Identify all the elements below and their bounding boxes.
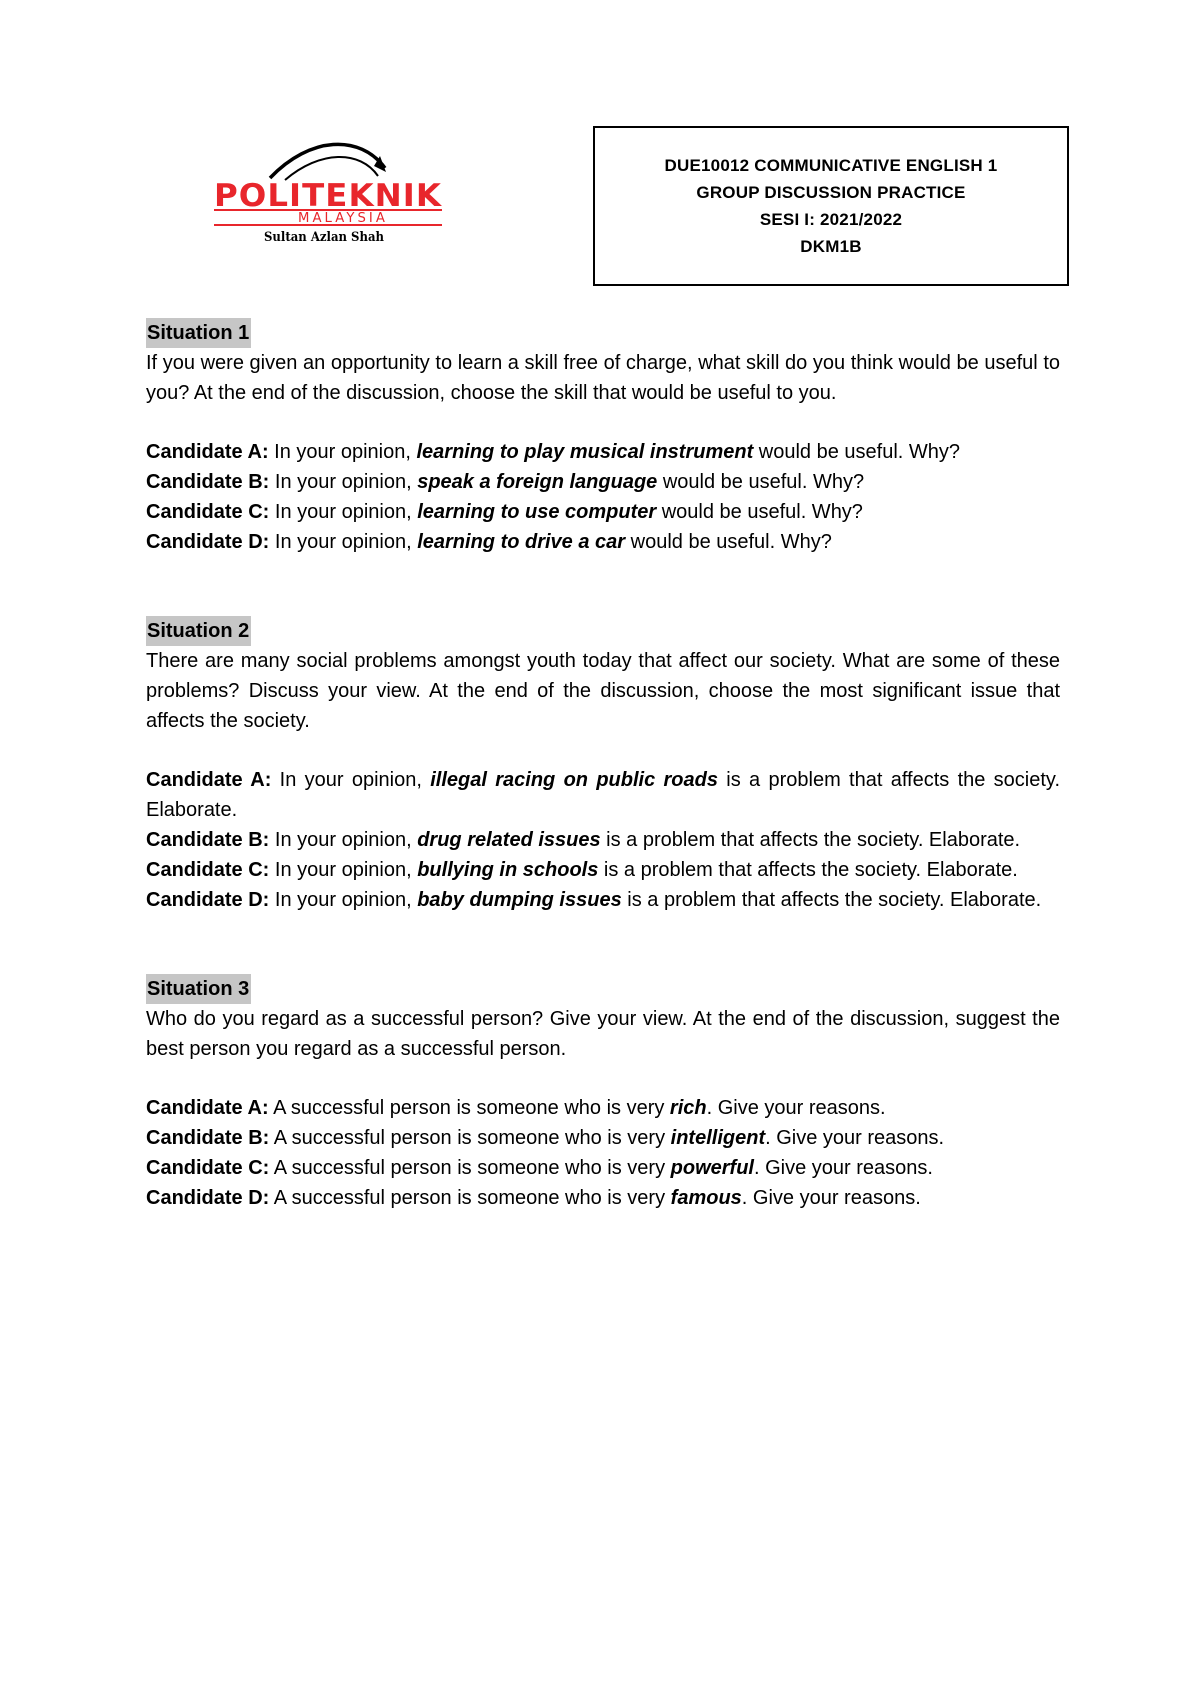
candidate-b: Candidate B: In your opinion, drug related issues is a problem that affects the society. Elaborate. <box>146 829 1021 851</box>
candidate-topic: speak a foreign language <box>417 471 658 493</box>
candidate-b: Candidate B: A successful person is someone who is very intelligent. Give your reasons. <box>146 1127 945 1149</box>
situation-3 <box>146 974 1060 1213</box>
candidate-topic: intelligent <box>670 1127 766 1149</box>
candidate-b: Candidate B: In your opinion, speak a foreign language would be useful. Why? <box>146 471 865 493</box>
logo-wordmark: POLITEKNIK <box>214 178 442 214</box>
situation-1 <box>146 318 1060 557</box>
candidate-topic: rich <box>669 1097 707 1119</box>
candidate-topic: illegal racing on public roads <box>430 769 718 791</box>
candidate-d: Candidate D: In your opinion, learning to drive a car would be useful. Why? <box>146 531 832 553</box>
activity-title: GROUP DISCUSSION PRACTICE <box>696 183 966 202</box>
candidate-topic: famous <box>670 1187 742 1209</box>
candidate-topic: learning to drive a car <box>417 531 626 553</box>
situation-prompt: Who do you regard as a successful person? Give your view. At the end of the discussion, suggest the best person you regard as a successful person. <box>146 1008 1060 1060</box>
course-code-title: DUE10012 COMMUNICATIVE ENGLISH 1 <box>664 156 998 175</box>
situation-prompt: There are many social problems amongst youth today that affect our society. What are some of these problems? Discuss your view. At the end of the discussion, choose the most significant issue that affects the society. <box>146 650 1060 732</box>
candidate-topic: baby dumping issues <box>417 889 622 911</box>
candidate-c: Candidate C: In your opinion, bullying in schools is a problem that affects the society. Elaborate. <box>146 859 1018 881</box>
politeknik-logo <box>210 138 450 250</box>
situation-title: Situation 3 <box>146 974 251 1004</box>
logo-country: MALAYSIA <box>298 211 388 226</box>
candidate-a: Candidate A: In your opinion, learning to play musical instrument would be useful. Why? <box>146 441 961 463</box>
candidate-c: Candidate C: In your opinion, learning to use computer would be useful. Why? <box>146 501 863 523</box>
situation-prompt: If you were given an opportunity to learn a skill free of charge, what skill do you think would be useful to you? At the end of the discussion, choose the skill that would be useful to you. <box>146 352 1060 404</box>
logo-campus: Sultan Azlan Shah <box>264 230 385 245</box>
class-label: DKM1B <box>800 237 862 256</box>
candidate-d: Candidate D: A successful person is someone who is very famous. Give your reasons. <box>146 1187 921 1209</box>
candidate-topic: learning to use computer <box>417 501 657 523</box>
situation-title: Situation 1 <box>146 318 251 348</box>
candidate-c: Candidate C: A successful person is someone who is very powerful. Give your reasons. <box>146 1157 933 1179</box>
candidate-d: Candidate D: In your opinion, baby dumping issues is a problem that affects the society. Elaborate. <box>146 889 1042 911</box>
candidate-topic: powerful <box>670 1157 754 1179</box>
candidate-a: Candidate A: A successful person is someone who is very rich. Give your reasons. <box>146 1097 886 1119</box>
candidate-topic: drug related issues <box>417 829 601 851</box>
candidate-a: Candidate A: In your opinion, illegal racing on public roads is a problem that affects the society. Elaborate. <box>146 769 1061 821</box>
situation-2 <box>146 616 1060 915</box>
politeknik-logo-graphic <box>210 138 450 250</box>
session-label: SESI I: 2021/2022 <box>759 210 903 229</box>
document-body <box>146 318 1060 1213</box>
course-header-box <box>593 126 1069 286</box>
candidate-topic: bullying in schools <box>417 859 599 881</box>
candidate-topic: learning to play musical instrument <box>416 441 754 463</box>
situation-title: Situation 2 <box>146 616 251 646</box>
